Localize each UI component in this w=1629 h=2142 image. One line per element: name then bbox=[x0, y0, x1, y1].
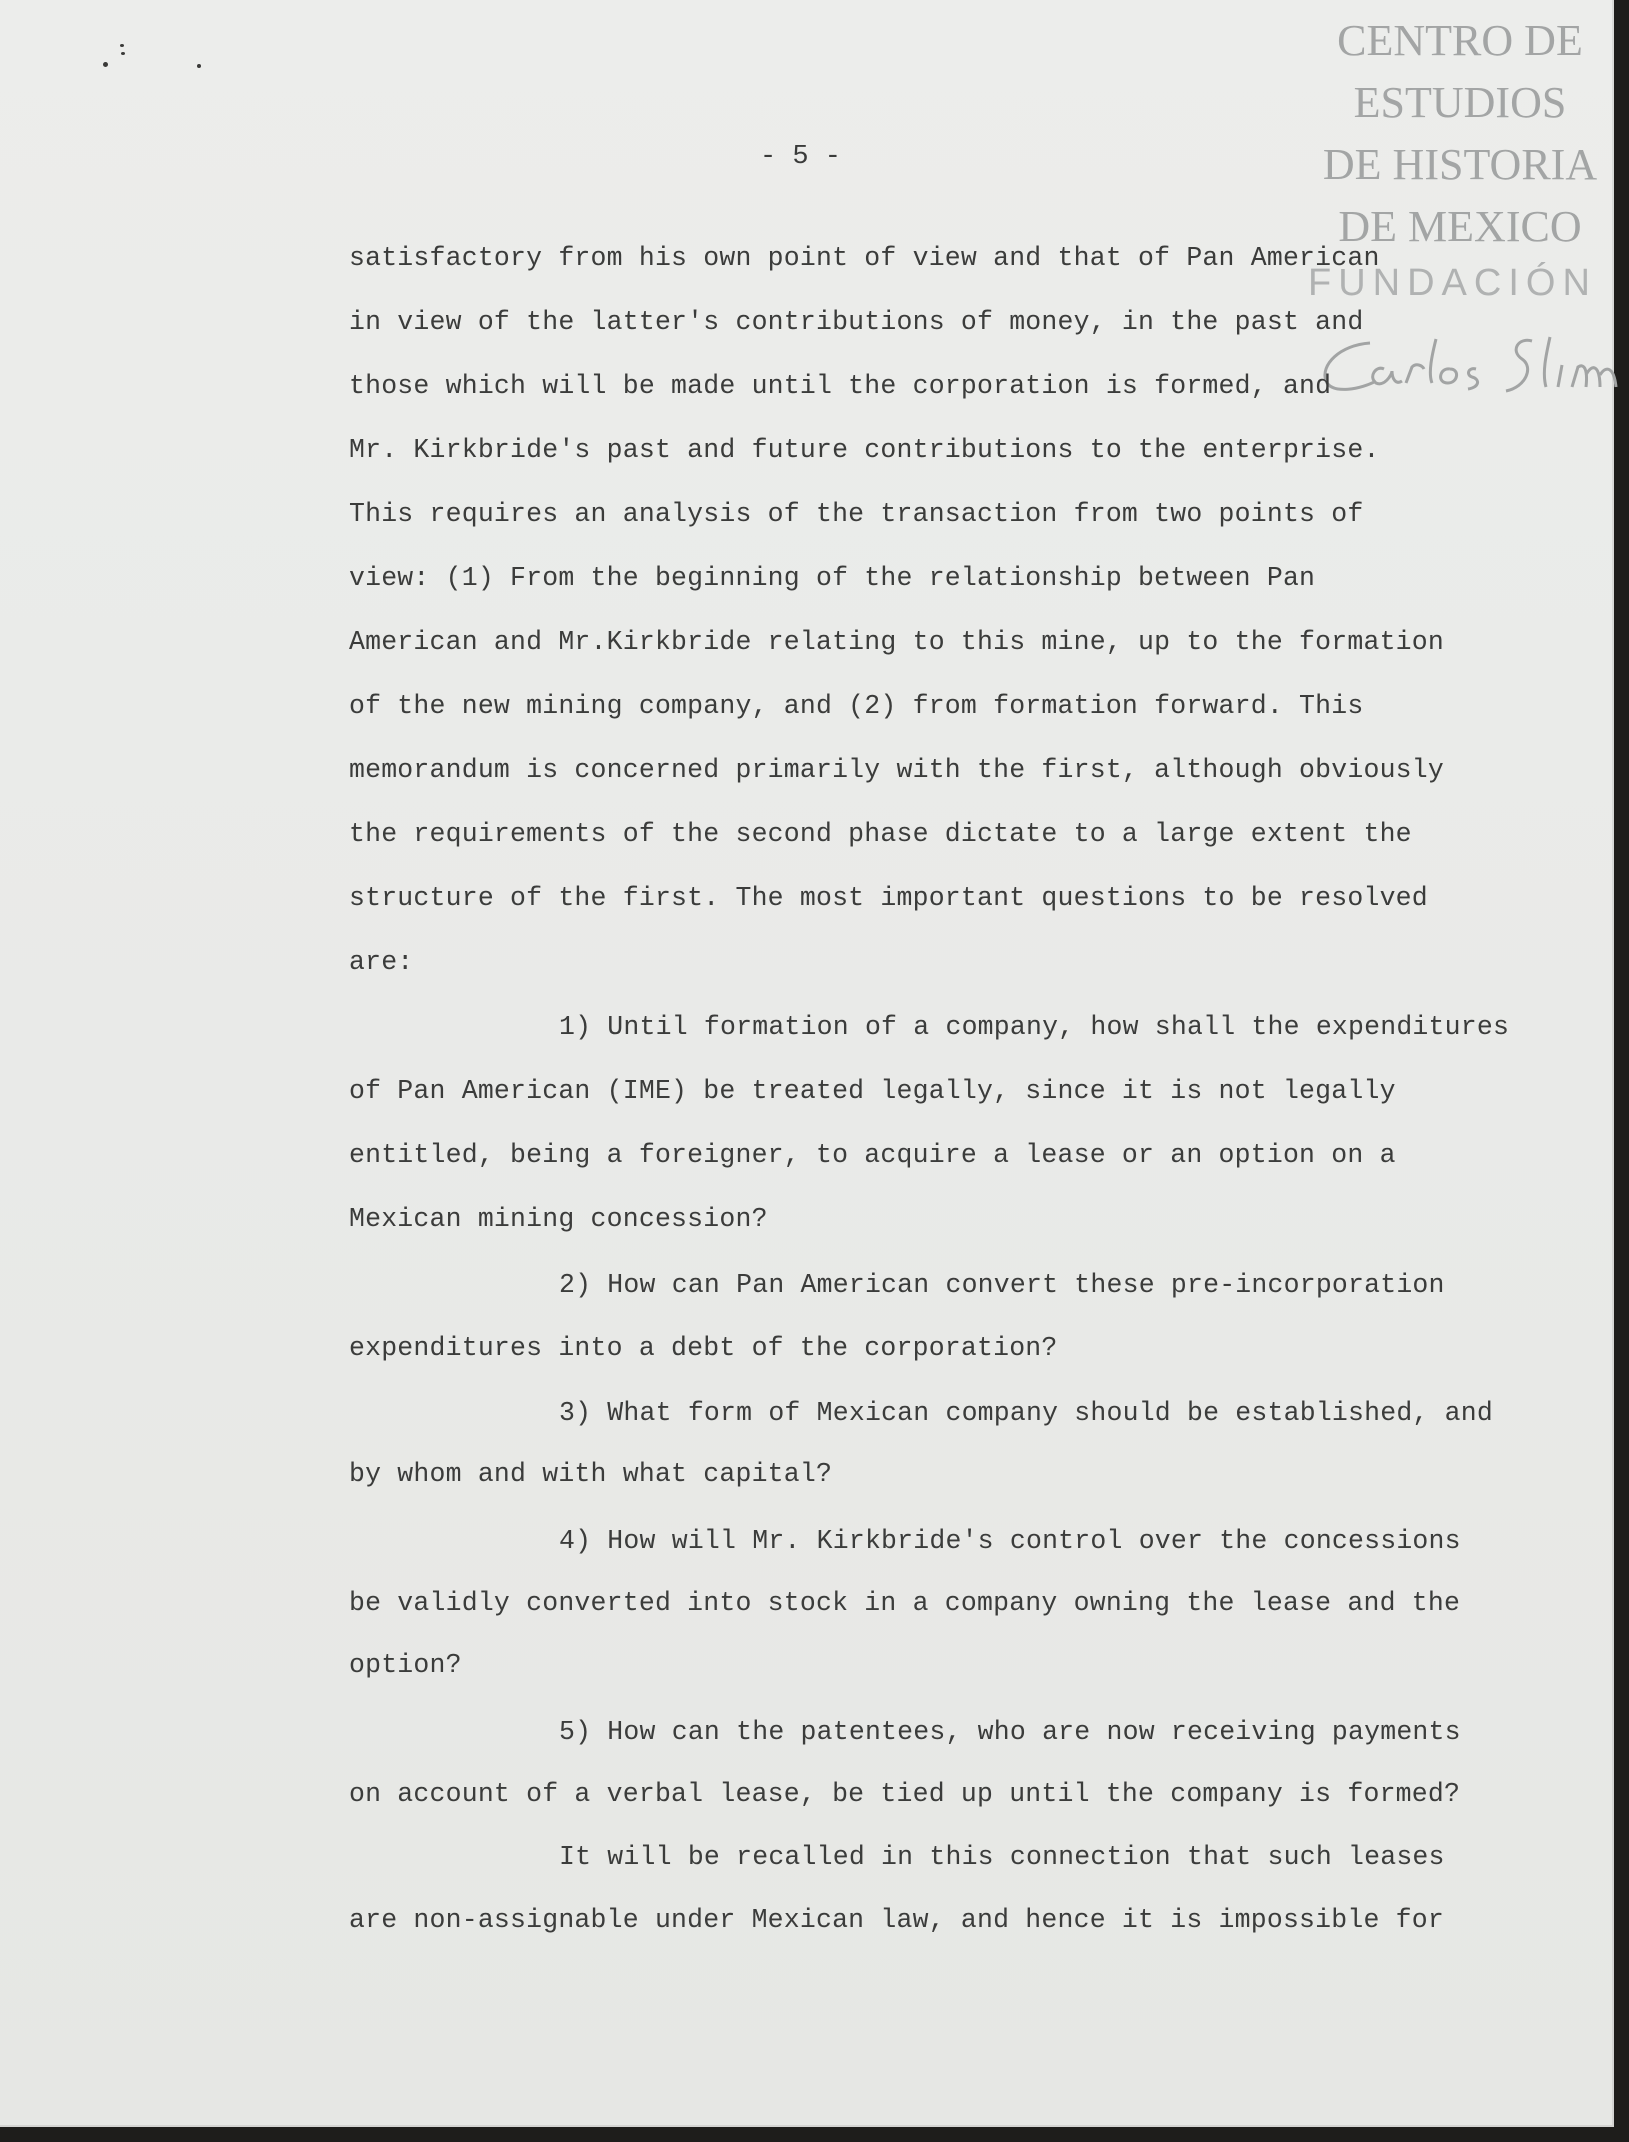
text-line: are: bbox=[349, 947, 414, 977]
text-line: memorandum is concerned primarily with the first, although obviously bbox=[349, 755, 1444, 785]
dust-speck bbox=[120, 44, 124, 47]
text-line: the requirements of the second phase dictate to a large extent the bbox=[349, 819, 1412, 849]
text-line: be validly converted into stock in a company owning the lease and the bbox=[349, 1588, 1461, 1618]
archive-watermark bbox=[1300, 10, 1620, 258]
text-line: Mexican mining concession? bbox=[349, 1204, 768, 1234]
text-line: by whom and with what capital? bbox=[349, 1459, 833, 1489]
question-2: 2) How can Pan American convert these pre-incorporation bbox=[559, 1270, 1445, 1300]
text-line: those which will be made until the corporation is formed, and bbox=[349, 371, 1332, 401]
question-3: 3) What form of Mexican company should be established, and bbox=[559, 1398, 1493, 1428]
text-line: are non-assignable under Mexican law, and hence it is impossible for bbox=[349, 1905, 1444, 1935]
dust-speck bbox=[103, 62, 108, 67]
text-line: expenditures into a debt of the corporation? bbox=[349, 1333, 1058, 1363]
question-1: 1) Until formation of a company, how shall the expenditures bbox=[559, 1012, 1510, 1042]
text-line: American and Mr.Kirkbride relating to this mine, up to the formation bbox=[349, 627, 1444, 657]
text-line: Mr. Kirkbride's past and future contributions to the enterprise. bbox=[349, 435, 1380, 465]
text-line: entitled, being a foreigner, to acquire a lease or an option on a bbox=[349, 1140, 1396, 1170]
dust-speck bbox=[121, 52, 125, 55]
text-line: on account of a verbal lease, be tied up until the company is formed? bbox=[349, 1779, 1461, 1809]
text-line: of Pan American (IME) be treated legally, since it is not legally bbox=[349, 1076, 1396, 1106]
question-4: 4) How will Mr. Kirkbride's control over the concessions bbox=[559, 1526, 1461, 1556]
text-line: satisfactory from his own point of view and that of Pan American bbox=[349, 243, 1380, 273]
page-number: - 5 - bbox=[760, 142, 842, 172]
watermark-signature-icon bbox=[1300, 325, 1620, 405]
watermark-foundation: FUNDACIÓN bbox=[1308, 262, 1597, 304]
text-line: option? bbox=[349, 1650, 462, 1680]
text-line: in view of the latter's contributions of money, in the past and bbox=[349, 307, 1364, 337]
text-line: of the new mining company, and (2) from formation forward. This bbox=[349, 691, 1364, 721]
watermark-line: CENTRO DE bbox=[1337, 16, 1583, 65]
text-line: structure of the first. The most important questions to be resolved bbox=[349, 883, 1428, 913]
text-line: This requires an analysis of the transaction from two points of bbox=[349, 499, 1364, 529]
dust-speck bbox=[197, 64, 201, 68]
watermark-line: DE MEXICO bbox=[1338, 202, 1582, 251]
text-line: view: (1) From the beginning of the relationship between Pan bbox=[349, 563, 1316, 593]
question-5: 5) How can the patentees, who are now receiving payments bbox=[559, 1717, 1461, 1747]
watermark-line: ESTUDIOS bbox=[1353, 78, 1567, 127]
text-line: It will be recalled in this connection that such leases bbox=[559, 1842, 1445, 1872]
watermark-line: DE HISTORIA bbox=[1322, 140, 1598, 189]
